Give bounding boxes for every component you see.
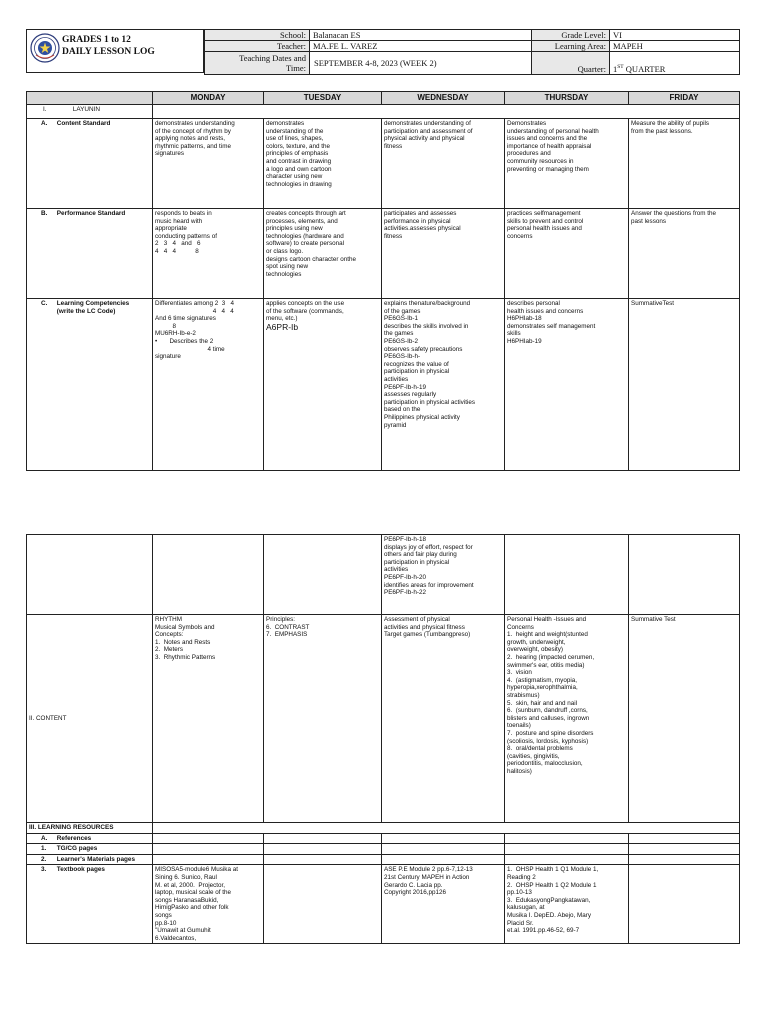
cell-line: 1. height and weight(stunted <box>507 631 588 639</box>
continuation-tuesday <box>264 535 382 615</box>
layunin-num: I. <box>43 106 47 113</box>
learning-resources-empty <box>153 823 740 834</box>
cell-line: menu, etc.) <box>266 315 298 323</box>
performance-standard-num: B. <box>41 210 48 217</box>
competencies-subtext: (write the LC Code) <box>56 307 116 315</box>
cell-line: 4 time <box>155 345 225 353</box>
content-standard-tuesday <box>264 119 382 209</box>
content-thursday <box>505 615 629 823</box>
cell-line: Sining 6. Sunico, Raul <box>155 873 217 881</box>
cell-line: 7. EMPHASIS <box>266 631 308 639</box>
cell-line: Principles: <box>266 616 296 623</box>
cell-line: 6. (sunburn, dandruff ,corns, <box>507 707 588 715</box>
cell-line: Musical Symbols and <box>155 623 215 631</box>
teacher-value: MA.FE L. VAREZ <box>310 41 532 52</box>
cell-line: 4 4 4 <box>155 307 234 315</box>
cell-line: 3. vision <box>507 669 532 677</box>
cell-line: Differentiates among 2 3 4 <box>155 300 234 307</box>
performance-standard-thursday <box>505 209 629 299</box>
cell-line: PE6PF-Ib-h-20 <box>384 573 426 581</box>
cell-line: toenails) <box>507 722 531 730</box>
competencies-friday <box>629 299 740 471</box>
cell-line: based on the <box>384 406 421 414</box>
tg-cg-monday <box>153 844 264 855</box>
cell-line: technologies <box>266 270 302 278</box>
day-header-tuesday: TUESDAY <box>264 92 382 105</box>
cell-line: HimigPasko and other folk <box>155 904 229 912</box>
day-header-friday: FRIDAY <box>629 92 740 105</box>
cell-line: physical activity and physical <box>384 135 465 143</box>
cell-line: 1. OHSP Health 1 Q1 Module 1, <box>507 866 599 874</box>
cell-line: recognizes the value of <box>384 360 449 368</box>
cell-line: principles of emphasis <box>266 150 329 158</box>
learners-materials-wednesday <box>382 854 505 865</box>
cell-line: PE6GS-Ib-h- <box>384 353 421 361</box>
references-tuesday <box>264 833 382 844</box>
cell-line: 1. Notes and Rests <box>155 638 211 646</box>
cell-line: participation in physical <box>384 368 450 376</box>
cell-line: pyramid <box>384 421 407 429</box>
cell-line: • Describes the 2 <box>155 337 214 345</box>
cell-line: participation in physical activities <box>384 398 475 406</box>
references-label <box>27 833 153 844</box>
cell-line: creates concepts through art <box>266 210 346 217</box>
content-row <box>27 615 740 823</box>
cell-line: Philippines physical activity <box>384 413 460 421</box>
cell-line: Gerardo C. Lacia pp. <box>384 881 443 889</box>
cell-line: strabismus) <box>507 691 540 699</box>
header-title-dll: DAILY LESSON LOG <box>62 47 155 57</box>
teaching-dates-label-line1: Teaching Dates and <box>239 53 306 63</box>
document-header <box>26 29 739 73</box>
header-info-table <box>204 29 740 75</box>
cell-line: understanding of personal health <box>507 127 599 135</box>
competencies-tuesday <box>264 299 382 471</box>
cell-line: laptop, musical scale of the <box>155 889 231 897</box>
content-standard-thursday <box>505 119 629 209</box>
cell-line: swimmer's ear, otitis media) <box>507 661 585 669</box>
cell-line: processes, elements, and <box>266 217 338 225</box>
cell-line: preventing or managing them <box>507 165 589 173</box>
cell-line: MU6RH-Ib-e-2 <box>155 330 196 338</box>
cell-line: assesses regularly <box>384 391 437 399</box>
header-title-grades: GRADES 1 to 12 <box>62 35 131 45</box>
cell-line: And 6 time signatures <box>155 315 216 323</box>
textbook-friday <box>629 865 740 944</box>
grade-level-label: Grade Level: <box>532 30 610 41</box>
performance-standard-tuesday <box>264 209 382 299</box>
cell-line: demonstrates understanding <box>155 120 235 127</box>
cell-line: 5. skin, hair and and nail <box>507 699 578 707</box>
layunin-empty <box>153 105 740 119</box>
layunin-row <box>27 105 740 119</box>
cell-line: participation in physical <box>384 558 450 566</box>
competencies-monday <box>153 299 264 471</box>
competencies-row <box>27 299 740 471</box>
cell-line: and contrast in drawing <box>266 157 332 165</box>
content-standard-monday <box>153 119 264 209</box>
competencies-text: Learning Competencies <box>56 300 130 307</box>
cell-line: activities <box>384 375 409 383</box>
tg-cg-label <box>27 844 153 855</box>
cell-line: fitness <box>384 142 403 150</box>
content-standard-friday <box>629 119 740 209</box>
competencies-wednesday <box>382 299 505 471</box>
cell-line: skills <box>507 330 521 338</box>
cell-line: explains thenature/background <box>384 300 471 307</box>
cell-line: 3. EdukasyongPangkatawan, <box>507 896 591 904</box>
school-value: Balanacan ES <box>310 30 532 41</box>
continuation-wednesday <box>382 535 505 615</box>
textbook-num: 3. <box>41 866 47 874</box>
cell-line: of the games <box>384 307 421 315</box>
continuation-monday <box>153 535 264 615</box>
day-header-thursday: THURSDAY <box>505 92 629 105</box>
cell-line: past lessons <box>631 217 667 225</box>
cell-line: growth, underweight, <box>507 638 566 646</box>
cell-line: of the software (commands, <box>266 307 344 315</box>
cell-line: songs HaranasaBukid, <box>155 896 219 904</box>
textbook-thursday <box>505 865 629 944</box>
cell-line: or class logo. <box>266 247 304 255</box>
quarter-text: QUARTER <box>623 64 666 74</box>
cell-line: overweight, obesity) <box>507 646 563 654</box>
cell-line: participates and assesses <box>384 210 457 217</box>
cell-line: Assessment of physical <box>384 616 450 623</box>
day-header-row <box>27 92 740 105</box>
content-label: II. CONTENT <box>27 615 153 823</box>
cell-line: technologies (hardware and <box>266 232 344 240</box>
continuation-label <box>27 535 153 615</box>
cell-line: designs cartoon character onthe <box>266 255 356 263</box>
cell-line: applying notes and rests, <box>155 135 226 143</box>
references-text: References <box>56 834 92 842</box>
references-monday <box>153 833 264 844</box>
performance-standard-friday <box>629 209 740 299</box>
cell-line: 2. Meters <box>155 646 183 654</box>
learners-materials-tuesday <box>264 854 382 865</box>
cell-line: 6. CONTRAST <box>266 623 310 631</box>
lc-code: A6PR-Ib <box>266 321 299 332</box>
cell-line: signatures <box>155 150 185 158</box>
cell-line: conducting patterns of <box>155 232 217 240</box>
quarter-suffix: ST <box>617 64 624 70</box>
cell-line: describes personal <box>507 300 560 307</box>
cell-line: skills to prevent and control <box>507 217 584 225</box>
cell-line: Measure the ability of pupils <box>631 120 710 127</box>
cell-line: understanding of the <box>266 127 324 135</box>
cell-line: activities.assesses physical <box>384 225 461 233</box>
competencies-thursday <box>505 299 629 471</box>
cell-line: pp.8-10 <box>155 919 177 927</box>
cell-line: Target games (Tumbangpreso) <box>384 631 471 639</box>
cell-line: appropriate <box>155 225 187 233</box>
cell-line: 2. OHSP Health 1 Q2 Module 1 <box>507 881 597 889</box>
cell-line: 2. hearing (impacted cerumen, <box>507 653 595 661</box>
learning-resources-label: III. LEARNING RESOURCES <box>27 823 153 834</box>
learning-area-label: Learning Area: <box>532 41 610 52</box>
continuation-thursday <box>505 535 629 615</box>
cell-line: software) to create personal <box>266 240 345 248</box>
cell-line: Reading 2 <box>507 873 536 881</box>
cell-line: blisters and calluses, ingrown <box>507 714 590 722</box>
textbook-monday <box>153 865 264 944</box>
cell-line: 8 <box>155 322 176 330</box>
learners-materials-thursday <box>505 854 629 865</box>
cell-line: applies concepts on the use <box>266 300 345 307</box>
references-row <box>27 833 740 844</box>
cell-line: activities <box>384 566 409 574</box>
cell-line: 8. oral/dental problems <box>507 745 573 753</box>
cell-line: 7. posture and spine disorders <box>507 729 594 737</box>
cell-line: Placid Sr. <box>507 919 534 927</box>
cell-line: rhythmic patterns, and time <box>155 142 231 150</box>
cell-line: demonstrates <box>266 120 305 127</box>
tg-cg-num: 1. <box>41 845 47 853</box>
teaching-dates-label-line2: Time: <box>285 63 306 73</box>
cell-line: songs <box>155 911 172 919</box>
cell-line: Musika I. DepED. Abejo, Mary <box>507 911 591 919</box>
cell-line: periodontitis, malocclusion, <box>507 760 583 768</box>
cell-line: PE6PF-Ib-h-19 <box>384 383 426 391</box>
cell-line: performance in physical <box>384 217 451 225</box>
cell-line: spot using new <box>266 263 309 271</box>
cell-line: health issues and concerns <box>507 307 584 315</box>
tg-cg-wednesday <box>382 844 505 855</box>
cell-line: demonstrates self management <box>507 322 596 330</box>
cell-line: of the concept of rhythm by <box>155 127 231 135</box>
cell-line: practices selfmanagement <box>507 210 581 217</box>
cell-line: hyperopia,xerophthalmia, <box>507 684 578 692</box>
cell-line: H6PHIab-18 <box>507 315 542 323</box>
layunin-label <box>27 105 153 119</box>
cell-line: 4 4 4 8 <box>155 247 199 255</box>
content-wednesday <box>382 615 505 823</box>
cell-line: M. et al, 2000. Projector, <box>155 881 226 889</box>
tg-cg-row <box>27 844 740 855</box>
quarter-number: 1 <box>613 64 618 74</box>
learners-materials-monday <box>153 854 264 865</box>
cell-line: fitness <box>384 232 403 240</box>
lesson-table-part2 <box>26 534 740 944</box>
cell-line: 4. (astigmatism, myopia, <box>507 676 577 684</box>
cell-line: music heard with <box>155 217 203 225</box>
cell-line: PE6GS-Ib-2 <box>384 337 418 345</box>
cell-line: importance of health appraisal <box>507 142 592 150</box>
cell-line: activities and physical fitness <box>384 623 465 631</box>
cell-line: kalusugan, at <box>507 904 545 912</box>
cell-line: PE6GS-Ib-1 <box>384 315 418 323</box>
tg-cg-tuesday <box>264 844 382 855</box>
cell-line: Demonstrates <box>507 120 547 127</box>
layunin-text: LAYUNIN <box>72 106 101 113</box>
cell-line: Personal Health -Issues and <box>507 616 587 623</box>
references-num: A. <box>41 834 48 842</box>
cell-line: ASE P.E Module 2 pp.6-7,12-13 <box>384 866 473 874</box>
content-tuesday <box>264 615 382 823</box>
cell-line: Summative Test <box>631 616 676 623</box>
cell-line: concerns <box>507 232 533 240</box>
content-monday <box>153 615 264 823</box>
cell-line: PE6PF-Ib-h-22 <box>384 589 426 597</box>
cell-line: technologies in drawing <box>266 180 332 188</box>
content-standard-num: A. <box>41 120 48 127</box>
textbook-row <box>27 865 740 944</box>
learning-resources-row <box>27 823 740 834</box>
cell-line: H6PHIab-19 <box>507 337 542 345</box>
cell-line: issues and concerns and the <box>507 135 588 143</box>
content-standard-row <box>27 119 740 209</box>
cell-line: signature <box>155 353 181 361</box>
cell-line: (scoliosis, lordosis, kyphosis) <box>507 737 589 745</box>
learners-materials-row <box>27 854 740 865</box>
cell-line: colors, texture, and the <box>266 142 331 150</box>
content-standard-wednesday <box>382 119 505 209</box>
cell-line: others and fair play during <box>384 551 457 559</box>
cell-line: "Umawit at Gumuhit <box>155 927 211 935</box>
cell-line: the games <box>384 330 414 338</box>
learners-materials-text: Learner's Materials pages <box>56 855 136 863</box>
cell-line: responds to beats in <box>155 210 212 217</box>
teaching-dates-label <box>205 52 310 75</box>
cell-line: identifies areas for improvement <box>384 581 474 589</box>
cell-line: demonstrates understanding of <box>384 120 471 127</box>
day-header-blank <box>27 92 153 105</box>
cell-line: from the past lessons. <box>631 127 693 135</box>
cell-line: procedures and <box>507 150 551 158</box>
continuation-friday <box>629 535 740 615</box>
textbook-label <box>27 865 153 944</box>
continuation-row <box>27 535 740 615</box>
header-title-block <box>26 29 204 73</box>
performance-standard-text: Performance Standard <box>56 210 126 217</box>
learners-materials-label <box>27 854 153 865</box>
learning-area-value: MAPEH <box>610 41 740 52</box>
cell-line: pp.10-13 <box>507 889 532 897</box>
cell-line: displays joy of effort, respect for <box>384 543 473 551</box>
cell-line: describes the skills involved in <box>384 322 469 330</box>
performance-standard-wednesday <box>382 209 505 299</box>
cell-line: principles using new <box>266 225 323 233</box>
cell-line: Answer the questions from the <box>631 210 717 217</box>
cell-line: use of lines, shapes, <box>266 135 324 143</box>
quarter-label: Quarter: <box>532 52 610 75</box>
competencies-num: C. <box>41 300 48 307</box>
cell-line: et.al. 1991.pp.46-52, 69-7 <box>507 927 580 935</box>
competencies-label <box>27 299 153 471</box>
textbook-tuesday <box>264 865 382 944</box>
grade-level-value: VI <box>610 30 740 41</box>
cell-line: PE6PF-Ib-h-18 <box>384 536 426 543</box>
textbook-text: Textbook pages <box>56 866 105 874</box>
quarter-value <box>610 52 740 75</box>
references-thursday <box>505 833 629 844</box>
cell-line: personal health issues and <box>507 225 582 233</box>
content-friday <box>629 615 740 823</box>
cell-line: 6.Valdecantos, <box>155 934 197 942</box>
tg-cg-text: TG/CG pages <box>56 845 98 853</box>
deped-seal-icon <box>30 33 60 63</box>
cell-line: Concerns <box>507 623 534 631</box>
cell-line: 3. Rhythmic Patterns <box>155 653 216 661</box>
performance-standard-monday <box>153 209 264 299</box>
cell-line: community resources in <box>507 157 574 165</box>
cell-line: RHYTHM <box>155 616 182 623</box>
cell-line: halitosis) <box>507 767 532 775</box>
lesson-table-part1 <box>26 91 740 471</box>
tg-cg-friday <box>629 844 740 855</box>
day-header-wednesday: WEDNESDAY <box>382 92 505 105</box>
performance-standard-label <box>27 209 153 299</box>
content-standard-text: Content Standard <box>56 120 111 127</box>
references-wednesday <box>382 833 505 844</box>
teacher-label: Teacher: <box>205 41 310 52</box>
textbook-wednesday <box>382 865 505 944</box>
cell-line: observes safety precautions <box>384 345 463 353</box>
cell-line: (cavities, gingivitis, <box>507 752 560 760</box>
day-header-monday: MONDAY <box>153 92 264 105</box>
learners-materials-friday <box>629 854 740 865</box>
content-standard-label <box>27 119 153 209</box>
learners-materials-num: 2. <box>41 855 47 863</box>
cell-line: a logo and own cartoon <box>266 165 332 173</box>
performance-standard-row <box>27 209 740 299</box>
cell-line: MISOSA5-module6 Musika at <box>155 866 238 874</box>
school-label: School: <box>205 30 310 41</box>
tg-cg-thursday <box>505 844 629 855</box>
cell-line: 2 3 4 and 6 <box>155 240 201 248</box>
cell-line: Copyright 2016,pp126 <box>384 889 446 897</box>
teaching-dates-value: SEPTEMBER 4-8, 2023 (WEEK 2) <box>310 52 532 75</box>
cell-line: participation and assessment of <box>384 127 473 135</box>
references-friday <box>629 833 740 844</box>
cell-line: SummativeTest <box>631 300 675 307</box>
cell-line: character using new <box>266 173 323 181</box>
cell-line: 21st Century MAPEH in Action <box>384 873 470 881</box>
cell-line: Concepts: <box>155 631 184 639</box>
